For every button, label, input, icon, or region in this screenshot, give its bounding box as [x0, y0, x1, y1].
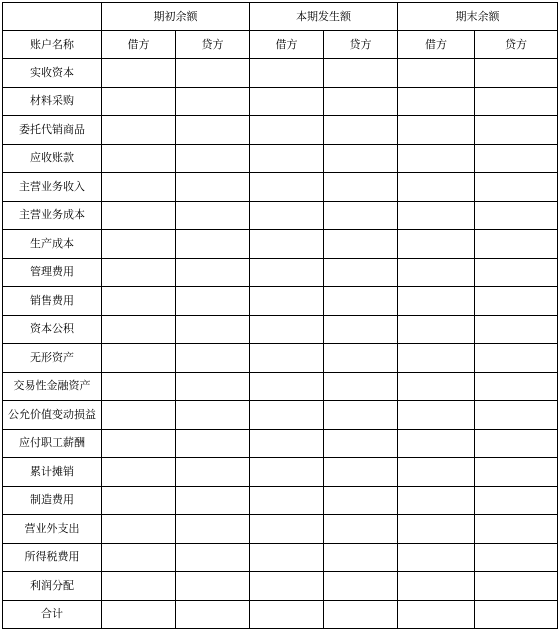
- header-opening-balance: 期初余额: [102, 3, 250, 31]
- opening-credit-cell: [176, 87, 250, 116]
- account-name-cell: 应付职工薪酬: [3, 429, 102, 458]
- account-name-cell: 制造费用: [3, 486, 102, 515]
- ending-debit-cell: [398, 372, 475, 401]
- current-debit-cell: [250, 173, 324, 202]
- table-row: [3, 600, 558, 629]
- current-debit-cell: [250, 59, 324, 88]
- opening-debit-cell: [102, 201, 176, 230]
- current-credit-cell: [324, 543, 398, 572]
- opening-credit-cell: [176, 144, 250, 173]
- account-name-cell: 利润分配: [3, 572, 102, 601]
- table-row: [3, 543, 558, 572]
- account-name-cell: 无形资产: [3, 344, 102, 373]
- current-debit-cell: [250, 372, 324, 401]
- ending-credit-cell: [475, 287, 558, 316]
- trial-balance-table: [2, 2, 558, 629]
- current-credit-cell: [324, 87, 398, 116]
- opening-credit-cell: [176, 429, 250, 458]
- opening-credit-cell: [176, 116, 250, 145]
- opening-credit-cell: [176, 173, 250, 202]
- opening-credit-cell: [176, 401, 250, 430]
- account-name-cell: 销售费用: [3, 287, 102, 316]
- opening-credit-cell: [176, 344, 250, 373]
- table-row: [3, 201, 558, 230]
- opening-debit-cell: [102, 116, 176, 145]
- ending-debit-cell: [398, 543, 475, 572]
- table-row: [3, 344, 558, 373]
- current-credit-cell: [324, 458, 398, 487]
- ending-credit-cell: [475, 515, 558, 544]
- ending-debit-cell: [398, 59, 475, 88]
- opening-debit-cell: [102, 315, 176, 344]
- ending-debit-cell: [398, 315, 475, 344]
- current-credit-cell: [324, 344, 398, 373]
- ending-credit-cell: [475, 87, 558, 116]
- opening-credit-cell: [176, 287, 250, 316]
- account-name-cell: 管理费用: [3, 258, 102, 287]
- current-debit-cell: [250, 600, 324, 629]
- opening-debit-cell: [102, 59, 176, 88]
- table-row: [3, 173, 558, 202]
- opening-credit-cell: [176, 372, 250, 401]
- header-opening-debit: 借方: [102, 31, 176, 59]
- ending-credit-cell: [475, 372, 558, 401]
- current-credit-cell: [324, 486, 398, 515]
- table-row: [3, 429, 558, 458]
- current-credit-cell: [324, 116, 398, 145]
- ending-credit-cell: [475, 600, 558, 629]
- ledger-body: [3, 59, 558, 629]
- current-debit-cell: [250, 486, 324, 515]
- ending-credit-cell: [475, 572, 558, 601]
- account-name-cell: 生产成本: [3, 230, 102, 259]
- opening-debit-cell: [102, 344, 176, 373]
- header-current-credit: 贷方: [324, 31, 398, 59]
- header-ending-credit: 贷方: [475, 31, 558, 59]
- current-debit-cell: [250, 401, 324, 430]
- account-name-cell: 主营业务成本: [3, 201, 102, 230]
- opening-credit-cell: [176, 515, 250, 544]
- ending-credit-cell: [475, 258, 558, 287]
- current-credit-cell: [324, 315, 398, 344]
- ending-credit-cell: [475, 458, 558, 487]
- opening-credit-cell: [176, 59, 250, 88]
- ending-credit-cell: [475, 173, 558, 202]
- opening-credit-cell: [176, 315, 250, 344]
- header-ending-debit: 借方: [398, 31, 475, 59]
- opening-credit-cell: [176, 486, 250, 515]
- current-credit-cell: [324, 173, 398, 202]
- ending-debit-cell: [398, 401, 475, 430]
- header-group-row: [3, 3, 558, 31]
- ending-debit-cell: [398, 458, 475, 487]
- current-debit-cell: [250, 315, 324, 344]
- opening-credit-cell: [176, 572, 250, 601]
- current-credit-cell: [324, 230, 398, 259]
- opening-debit-cell: [102, 287, 176, 316]
- opening-credit-cell: [176, 201, 250, 230]
- opening-credit-cell: [176, 543, 250, 572]
- ending-debit-cell: [398, 201, 475, 230]
- current-debit-cell: [250, 429, 324, 458]
- current-debit-cell: [250, 458, 324, 487]
- opening-debit-cell: [102, 372, 176, 401]
- current-credit-cell: [324, 572, 398, 601]
- ending-credit-cell: [475, 201, 558, 230]
- current-credit-cell: [324, 59, 398, 88]
- ending-debit-cell: [398, 515, 475, 544]
- opening-debit-cell: [102, 230, 176, 259]
- current-credit-cell: [324, 515, 398, 544]
- opening-debit-cell: [102, 458, 176, 487]
- opening-debit-cell: [102, 486, 176, 515]
- ending-credit-cell: [475, 116, 558, 145]
- opening-credit-cell: [176, 230, 250, 259]
- ending-credit-cell: [475, 543, 558, 572]
- account-name-cell: 累计摊销: [3, 458, 102, 487]
- header-current-debit: 借方: [250, 31, 324, 59]
- account-name-cell: 交易性金融资产: [3, 372, 102, 401]
- table-row: [3, 458, 558, 487]
- header-current-period: 本期发生额: [250, 3, 398, 31]
- current-credit-cell: [324, 372, 398, 401]
- ending-debit-cell: [398, 258, 475, 287]
- current-credit-cell: [324, 401, 398, 430]
- table-row: [3, 87, 558, 116]
- current-credit-cell: [324, 201, 398, 230]
- account-name-cell: 实收资本: [3, 59, 102, 88]
- current-debit-cell: [250, 572, 324, 601]
- opening-debit-cell: [102, 144, 176, 173]
- ending-debit-cell: [398, 87, 475, 116]
- current-credit-cell: [324, 429, 398, 458]
- table-row: [3, 144, 558, 173]
- table-row: [3, 230, 558, 259]
- ending-debit-cell: [398, 600, 475, 629]
- ending-credit-cell: [475, 344, 558, 373]
- current-debit-cell: [250, 116, 324, 145]
- account-name-cell: 委托代销商品: [3, 116, 102, 145]
- ending-debit-cell: [398, 144, 475, 173]
- opening-credit-cell: [176, 258, 250, 287]
- opening-debit-cell: [102, 173, 176, 202]
- header-ending-balance: 期末余额: [398, 3, 558, 31]
- ending-debit-cell: [398, 173, 475, 202]
- current-credit-cell: [324, 144, 398, 173]
- account-name-cell: 公允价值变动损益: [3, 401, 102, 430]
- current-debit-cell: [250, 144, 324, 173]
- opening-debit-cell: [102, 543, 176, 572]
- ending-debit-cell: [398, 287, 475, 316]
- ending-debit-cell: [398, 486, 475, 515]
- ending-debit-cell: [398, 116, 475, 145]
- table-row: [3, 116, 558, 145]
- account-name-cell: 合计: [3, 600, 102, 629]
- ending-debit-cell: [398, 230, 475, 259]
- table-row: [3, 515, 558, 544]
- opening-debit-cell: [102, 401, 176, 430]
- current-debit-cell: [250, 230, 324, 259]
- account-name-cell: 应收账款: [3, 144, 102, 173]
- table-row: [3, 315, 558, 344]
- ending-credit-cell: [475, 144, 558, 173]
- opening-credit-cell: [176, 600, 250, 629]
- table-row: [3, 59, 558, 88]
- account-name-cell: 主营业务收入: [3, 173, 102, 202]
- table-row: [3, 287, 558, 316]
- account-name-cell: 资本公积: [3, 315, 102, 344]
- current-debit-cell: [250, 87, 324, 116]
- current-debit-cell: [250, 258, 324, 287]
- header-opening-credit: 贷方: [176, 31, 250, 59]
- ending-debit-cell: [398, 429, 475, 458]
- table-row: [3, 486, 558, 515]
- current-debit-cell: [250, 287, 324, 316]
- header-account-name: 账户名称: [3, 31, 102, 59]
- opening-debit-cell: [102, 429, 176, 458]
- ending-credit-cell: [475, 401, 558, 430]
- table-row: [3, 572, 558, 601]
- ending-debit-cell: [398, 572, 475, 601]
- opening-debit-cell: [102, 600, 176, 629]
- account-name-cell: 材料采购: [3, 87, 102, 116]
- ending-credit-cell: [475, 230, 558, 259]
- header-blank-cell: [3, 3, 102, 31]
- ending-credit-cell: [475, 59, 558, 88]
- current-debit-cell: [250, 543, 324, 572]
- ending-credit-cell: [475, 486, 558, 515]
- current-credit-cell: [324, 600, 398, 629]
- current-debit-cell: [250, 201, 324, 230]
- current-debit-cell: [250, 344, 324, 373]
- opening-debit-cell: [102, 515, 176, 544]
- opening-credit-cell: [176, 458, 250, 487]
- account-name-cell: 所得税费用: [3, 543, 102, 572]
- table-row: [3, 372, 558, 401]
- account-name-cell: 营业外支出: [3, 515, 102, 544]
- table-row: [3, 401, 558, 430]
- header-sub-row: [3, 31, 558, 59]
- opening-debit-cell: [102, 572, 176, 601]
- opening-debit-cell: [102, 87, 176, 116]
- current-credit-cell: [324, 258, 398, 287]
- table-row: [3, 258, 558, 287]
- opening-debit-cell: [102, 258, 176, 287]
- current-credit-cell: [324, 287, 398, 316]
- ending-credit-cell: [475, 429, 558, 458]
- current-debit-cell: [250, 515, 324, 544]
- ending-credit-cell: [475, 315, 558, 344]
- ending-debit-cell: [398, 344, 475, 373]
